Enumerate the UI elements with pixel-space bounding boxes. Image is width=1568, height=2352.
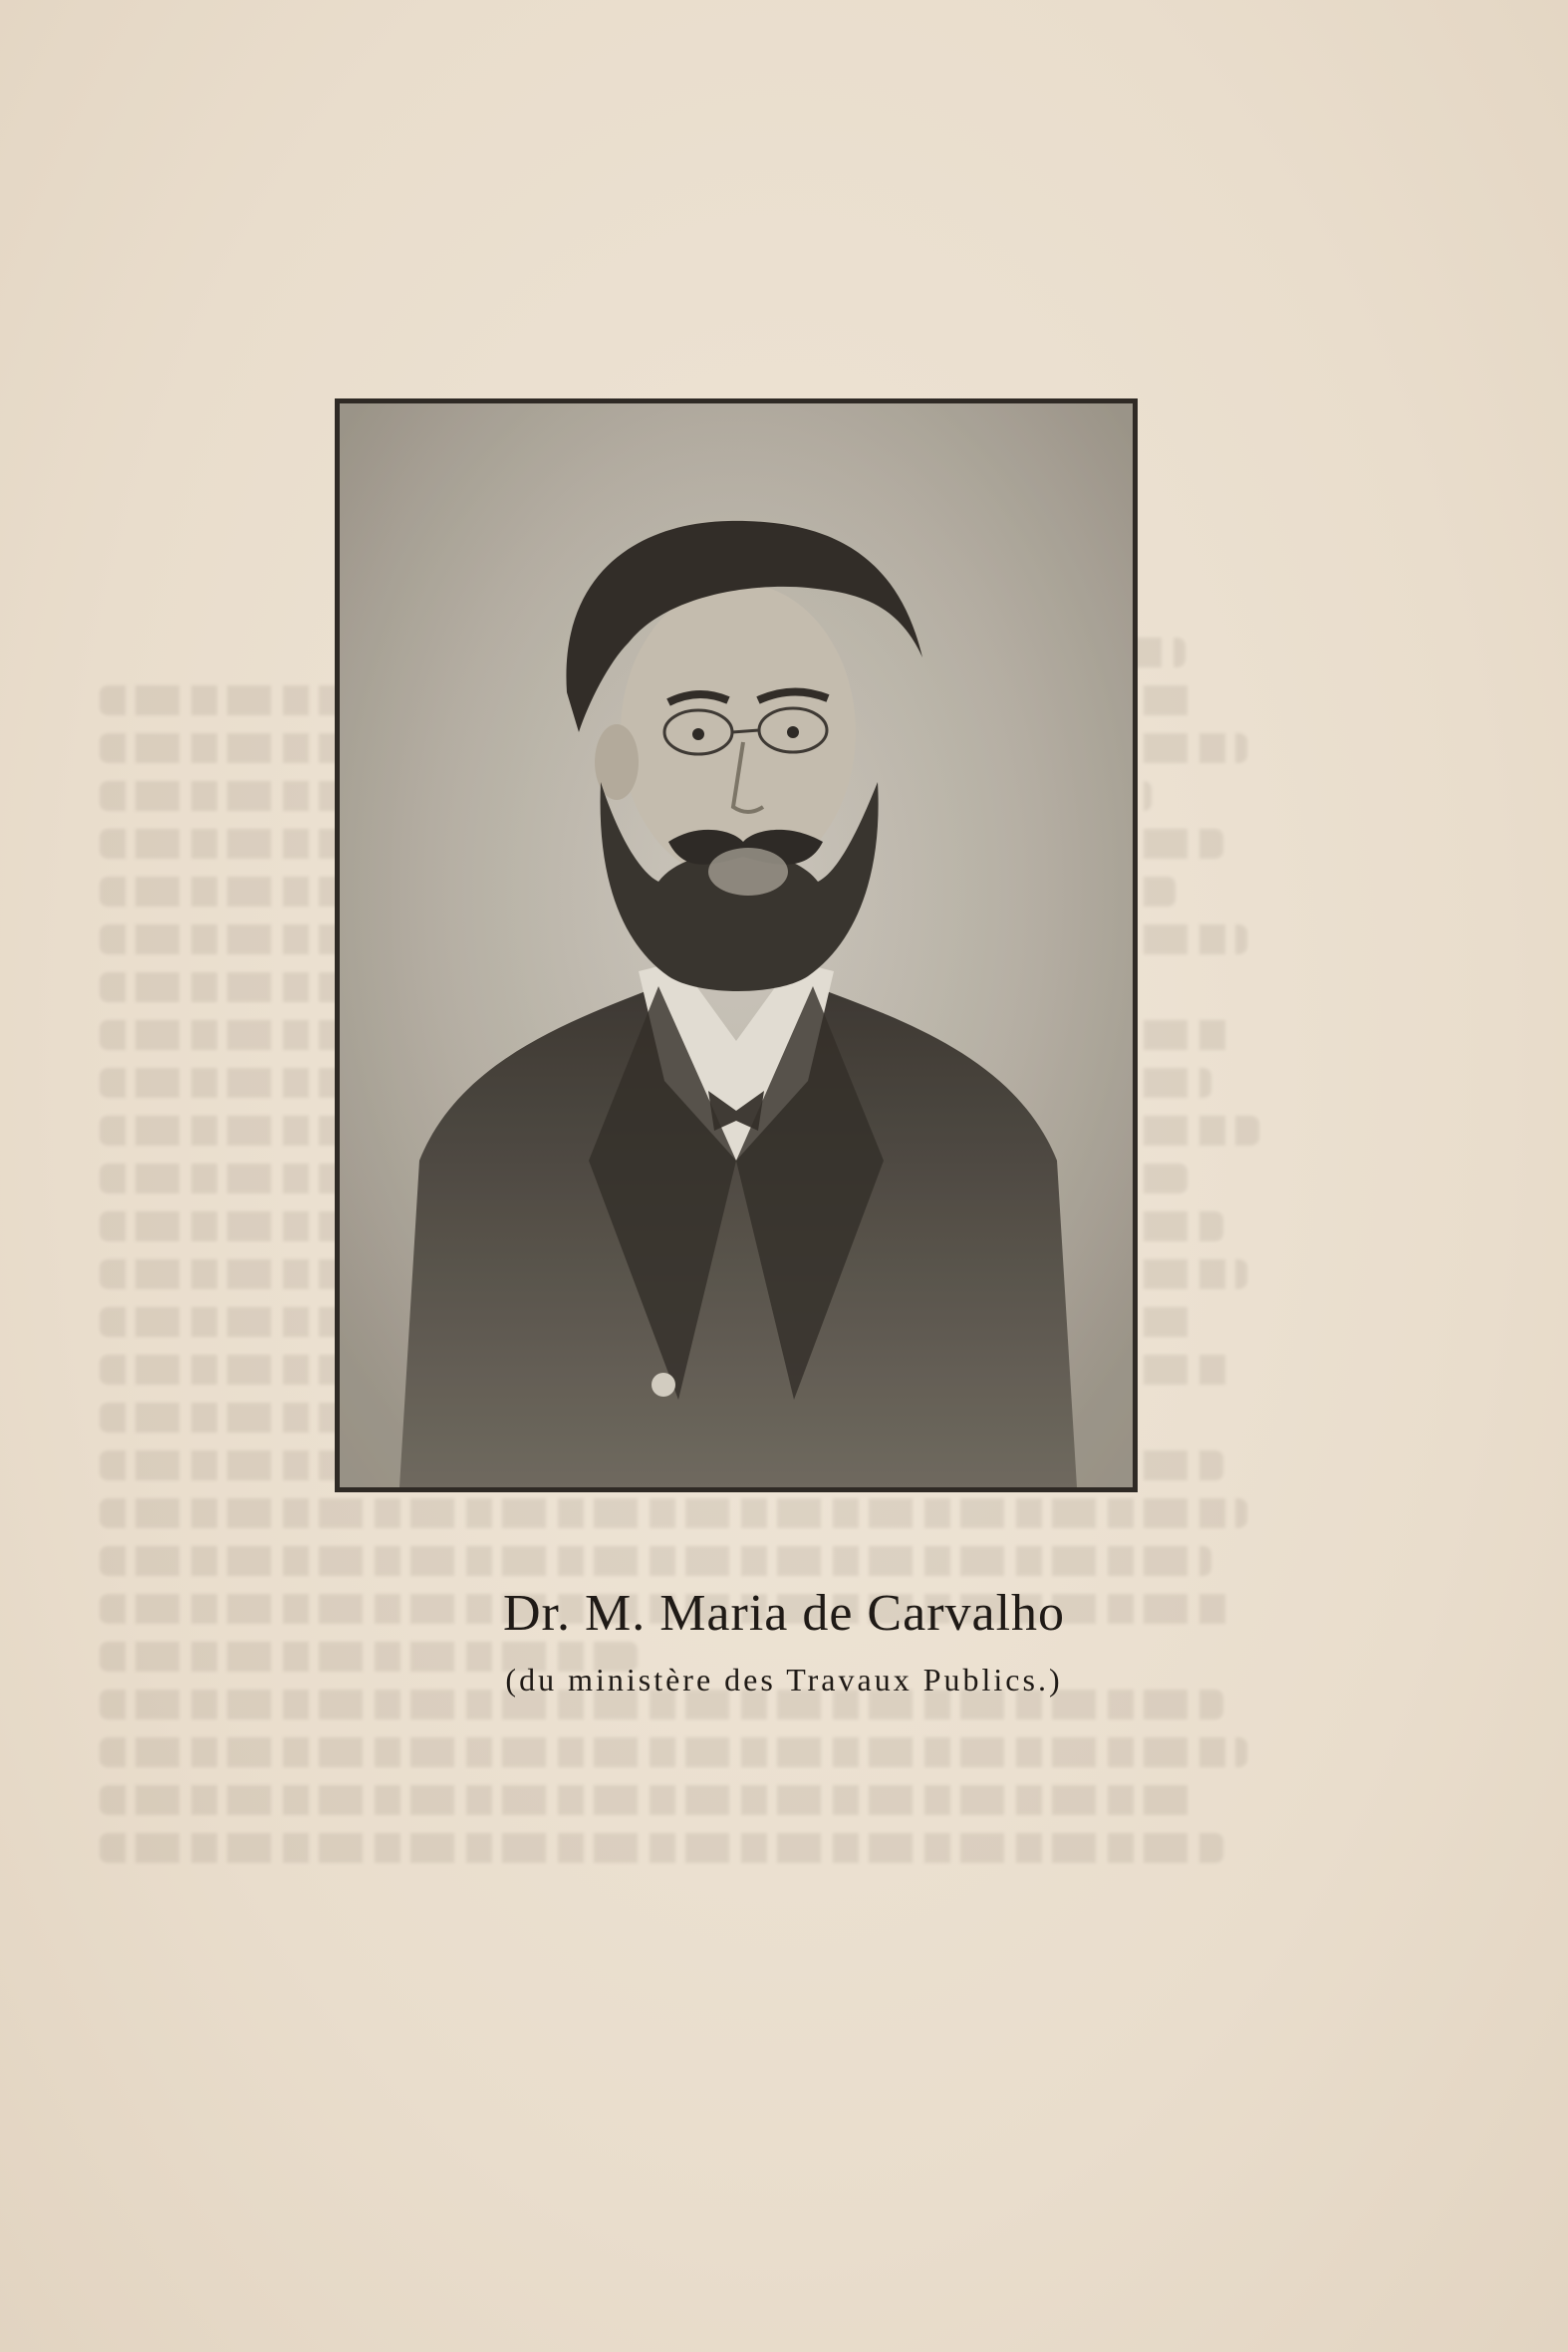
portrait-icon (340, 403, 1133, 1487)
portrait-caption-subtitle: (du ministère des Travaux Publics.) (505, 1662, 1063, 1698)
portrait-caption-name: Dr. M. Maria de Carvalho (502, 1585, 1066, 1642)
portrait-photo (335, 398, 1138, 1492)
